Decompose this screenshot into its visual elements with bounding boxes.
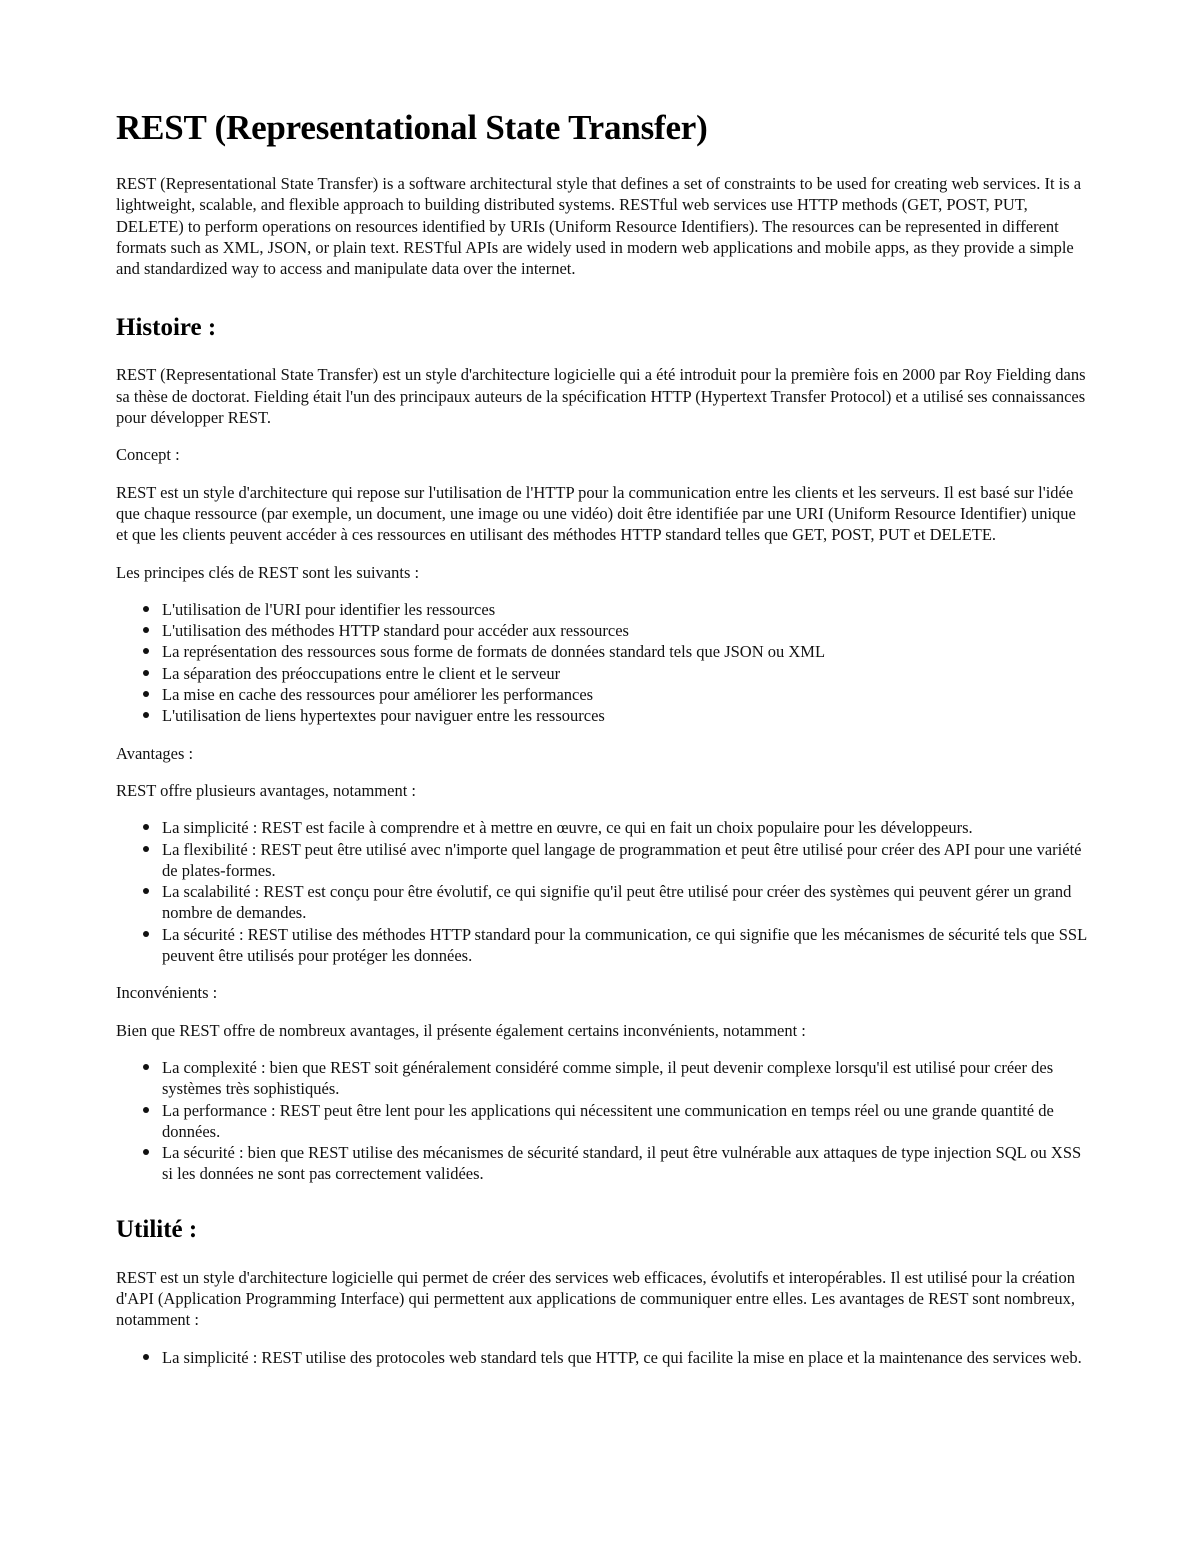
list-item: La complexité : bien que REST soit généralement considéré comme simple, il peut devenir complexe lorsqu'il est utilisé pour créer des systèmes très sophistiqués. [162, 1057, 1091, 1100]
principes-intro: Les principes clés de REST sont les suivants : [116, 562, 420, 582]
concept-paragraph: REST est un style d'architecture qui repose sur l'utilisation de l'HTTP pour la communication entre les clients et les serveurs. Il est basé sur l'idée que chaque ressource (par exemple, un document, une image ou une vidéo) doit être identifiée par une URI (Uniform Resource Identifier) unique et que les clients peuvent accéder à ces ressources en utilisant des méthodes HTTP standard telles que GET, POST, PUT et DELETE. [116, 482, 1076, 545]
avantages-intro: REST offre plusieurs avantages, notamment : [116, 780, 416, 800]
avantages-list [116, 817, 1091, 966]
list-item: La sécurité : bien que REST utilise des mécanismes de sécurité standard, il peut être vulnérable aux attaques de type injection SQL ou XSS si les données ne sont pas correctement validées. [162, 1142, 1091, 1185]
principes-list [116, 599, 1091, 727]
inconvenients-label: Inconvénients : [116, 983, 218, 1003]
list-item: La représentation des ressources sous forme de formats de données standard tels que JSON ou XML [162, 641, 1091, 662]
list-item: La mise en cache des ressources pour améliorer les performances [162, 684, 1091, 705]
list-item: L'utilisation des méthodes HTTP standard pour accéder aux ressources [162, 620, 1091, 641]
inconvenients-intro: Bien que REST offre de nombreux avantages, il présente également certains inconvénients, notamment : [116, 1020, 806, 1040]
utilite-heading: Utilité : [116, 1215, 198, 1243]
histoire-heading: Histoire : [116, 314, 217, 342]
document-page [116, 0, 1091, 1368]
histoire-paragraph: REST (Representational State Transfer) est un style d'architecture logicielle qui a été introduit pour la première fois en 2000 par Roy Fielding dans sa thèse de doctorat. Fielding était l'un des principaux auteurs de la spécification HTTP (Hypertext Transfer Protocol) et a utilisé ses connaissances pour développer REST. [116, 365, 1086, 428]
list-item: La scalabilité : REST est conçu pour être évolutif, ce qui signifie qu'il peut être utilisé pour créer des systèmes qui peuvent gérer un grand nombre de demandes. [162, 881, 1091, 924]
intro-paragraph: REST (Representational State Transfer) is a software architectural style that defines a set of constraints to be used for creating web services. It is a lightweight, scalable, and flexible approach to building distributed systems. RESTful web services use HTTP methods (GET, POST, PUT, DELETE) to perform operations on resources identified by URIs (Uniform Resource Identifiers). The resources can be represented in different formats such as XML, JSON, or plain text. RESTful APIs are widely used in modern web applications and mobile apps, as they provide a simple and standardized way to access and manipulate data over the internet. [116, 174, 1082, 279]
avantages-label: Avantages : [116, 743, 194, 763]
list-item: L'utilisation de liens hypertextes pour naviguer entre les ressources [162, 705, 1091, 726]
inconvenients-list [116, 1057, 1091, 1185]
utilite-list [116, 1347, 1091, 1368]
document-title: REST (Representational State Transfer) [116, 108, 708, 147]
list-item: L'utilisation de l'URI pour identifier les ressources [162, 599, 1091, 620]
list-item: La séparation des préoccupations entre le client et le serveur [162, 663, 1091, 684]
list-item: La performance : REST peut être lent pour les applications qui nécessitent une communication en temps réel ou une grande quantité de données. [162, 1100, 1091, 1143]
list-item: La sécurité : REST utilise des méthodes HTTP standard pour la communication, ce qui signifie que les mécanismes de sécurité tels que SSL peuvent être utilisés pour protéger les données. [162, 924, 1091, 967]
list-item: La simplicité : REST utilise des protocoles web standard tels que HTTP, ce qui facilite la mise en place et la maintenance des services web. [162, 1347, 1091, 1368]
utilite-paragraph: REST est un style d'architecture logicielle qui permet de créer des services web efficaces, évolutifs et interopérables. Il est utilisé pour la création d'API (Application Programming Interface) qui permettent aux applications de communiquer entre elles. Les avantages de REST sont nombreux, notamment : [116, 1267, 1076, 1330]
list-item: La flexibilité : REST peut être utilisé avec n'importe quel langage de programmation et peut être utilisé pour créer des API pour une variété de plates-formes. [162, 839, 1091, 882]
concept-label: Concept : [116, 445, 180, 465]
list-item: La simplicité : REST est facile à comprendre et à mettre en œuvre, ce qui en fait un choix populaire pour les développeurs. [162, 817, 1091, 838]
